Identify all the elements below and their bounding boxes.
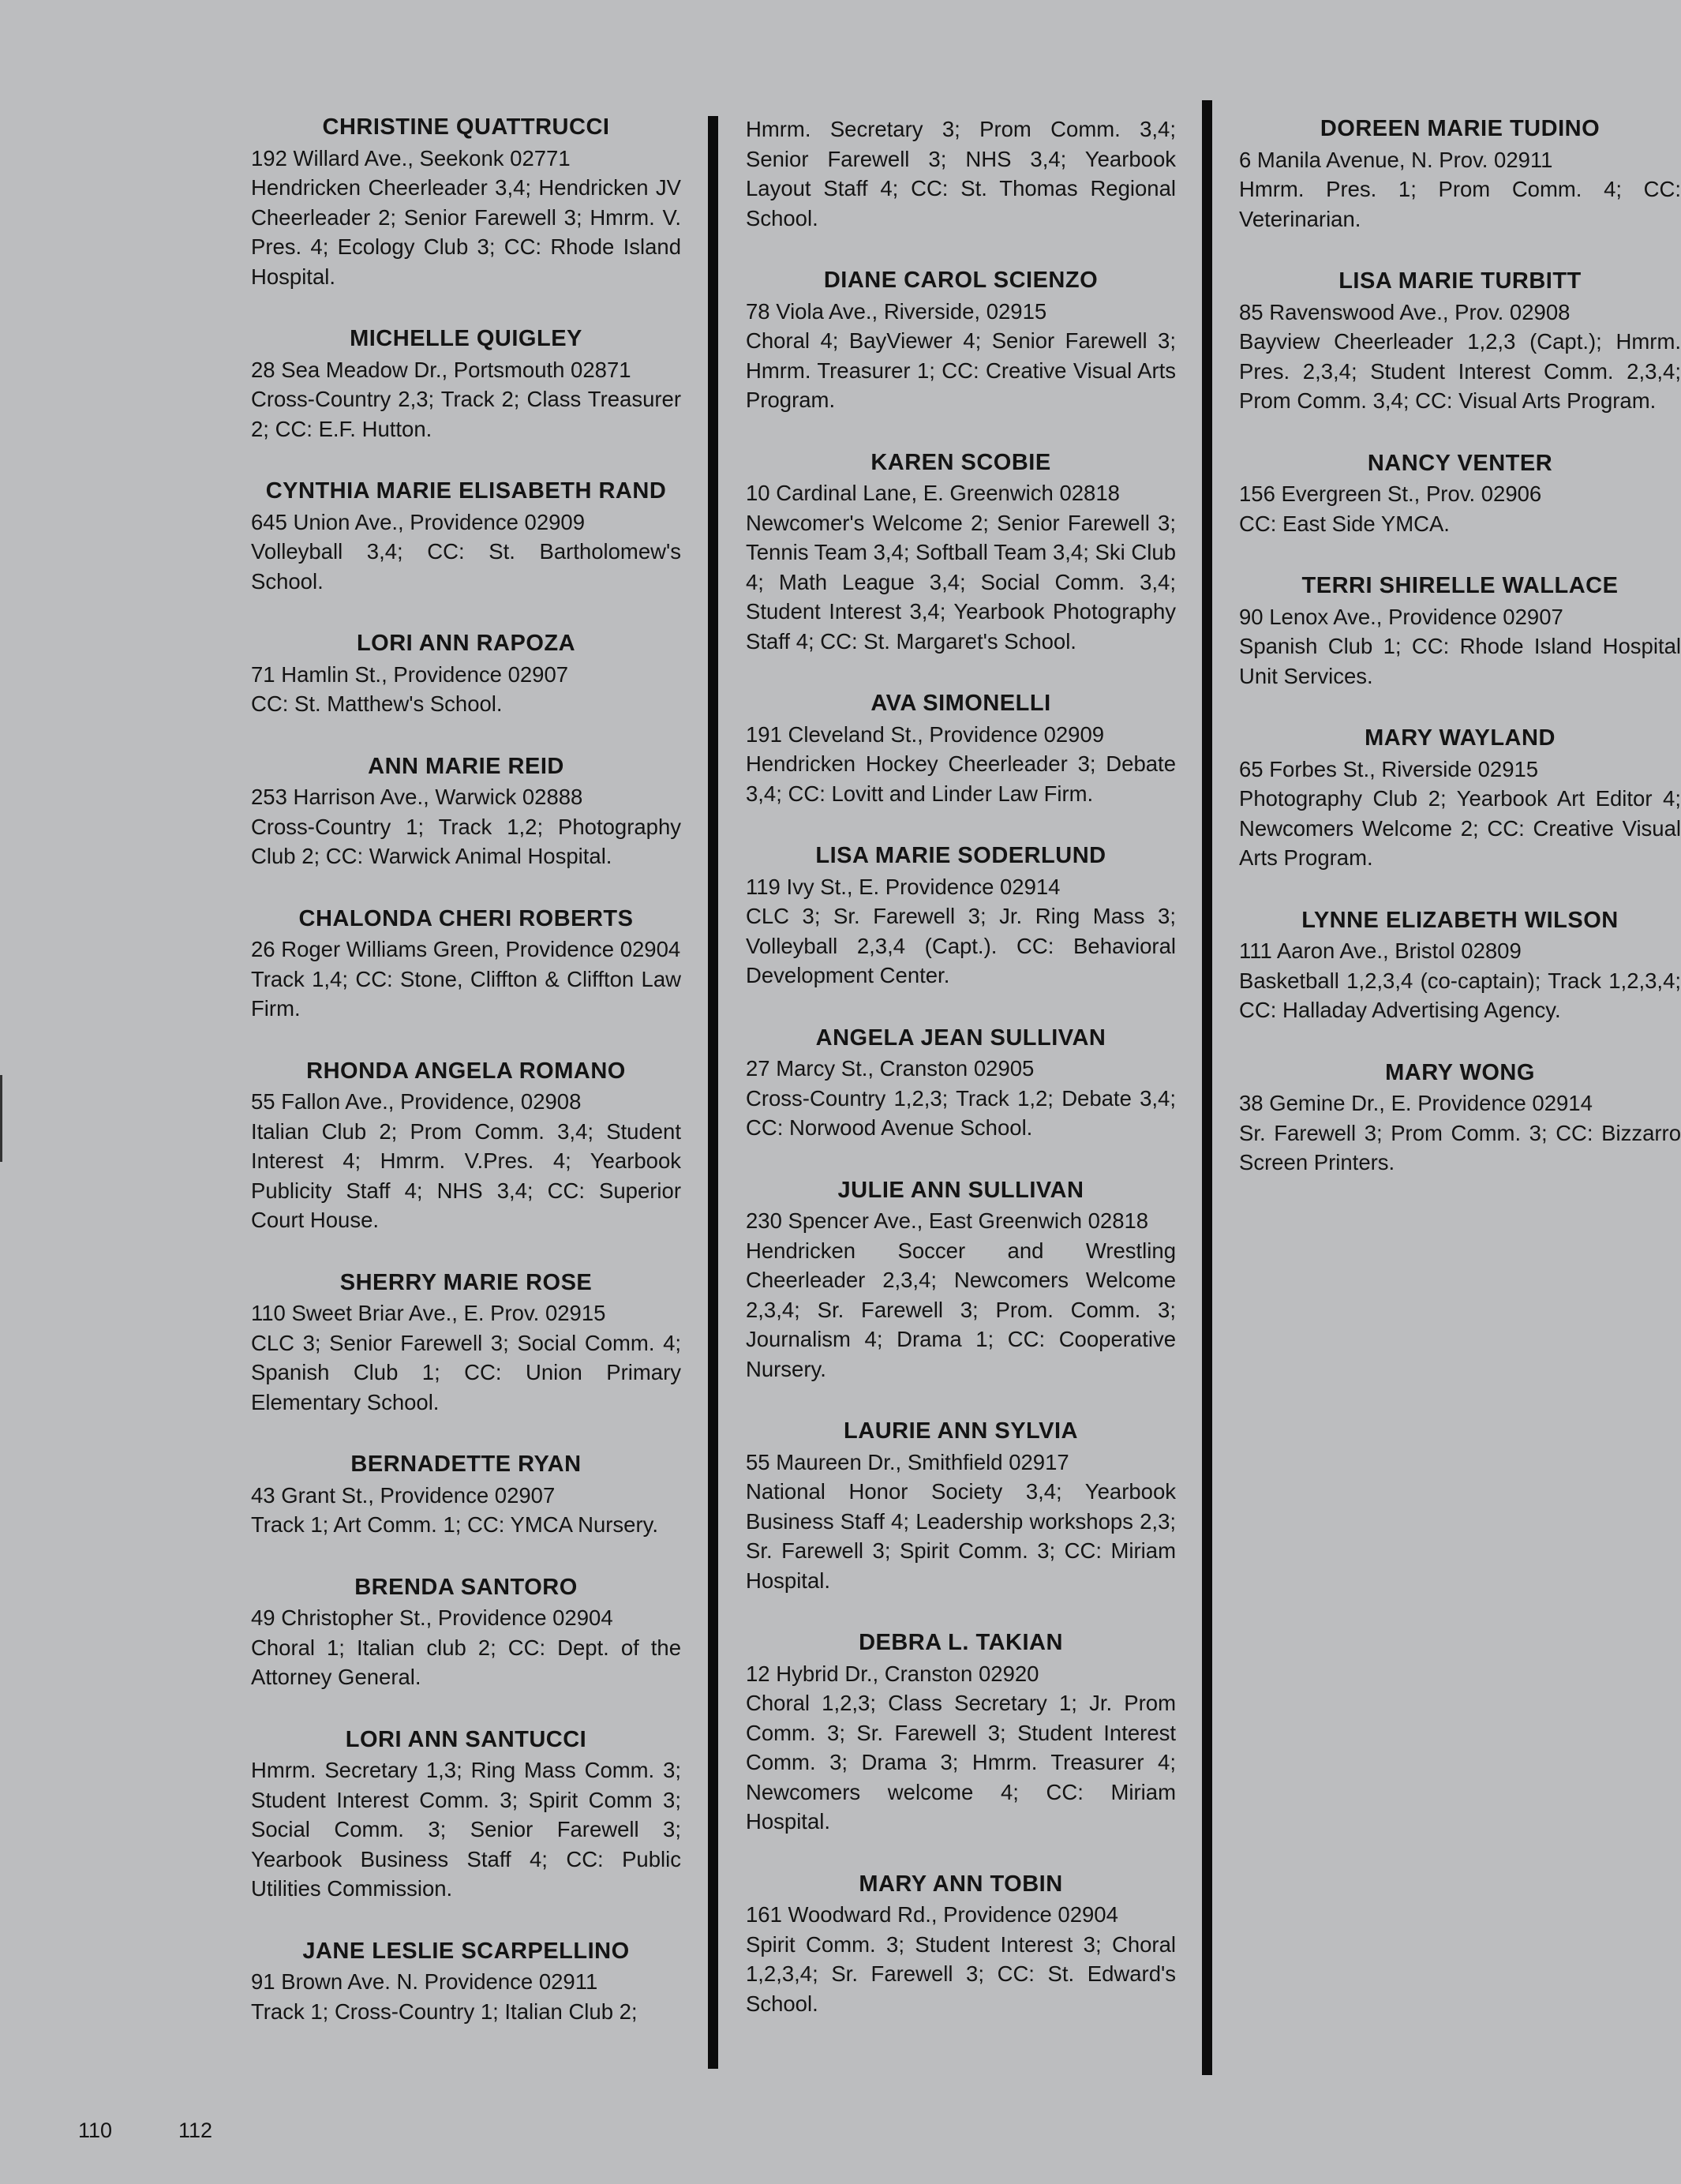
- student-name: AVA SIMONELLI: [870, 691, 1051, 716]
- student-entry: [746, 1870, 1176, 2019]
- student-entry: [251, 752, 681, 871]
- student-name: BERNADETTE RYAN: [350, 1452, 582, 1477]
- student-activities: Track 1; Cross-Country 1; Italian Club 2;: [251, 1999, 638, 2024]
- student-address: 26 Roger Williams Green, Providence 02904: [251, 937, 681, 961]
- student-activities: Newcomer's Welcome 2; Senior Farewell 3; Tennis Team 3,4; Softball Team 3,4; Ski Club 4; Math League 3,4; Social Comm. 3,4; Student Interest 3,4; Yearbook Photography Staff 4; CC: St. Margaret's School.: [746, 510, 1176, 654]
- student-activities: Track 1; Art Comm. 1; CC: YMCA Nursery.: [251, 1512, 658, 1537]
- student-activities: Italian Club 2; Prom Comm. 3,4; Student Interest 4; Hmrm. V.Pres. 4; Yearbook Publicity Staff 4; NHS 3,4; CC: Superior Court House.: [251, 1118, 681, 1232]
- student-address: 119 Ivy St., E. Providence 02914: [746, 874, 1061, 899]
- student-name: BRENDA SANTORO: [354, 1574, 578, 1600]
- column-divider-1: [708, 116, 718, 2069]
- student-address: 28 Sea Meadow Dr., Portsmouth 02871: [251, 357, 631, 382]
- student-activities: Track 1,4; CC: Stone, Cliffton & Cliffton Law Firm.: [251, 966, 681, 1021]
- student-name: MARY WONG: [1385, 1059, 1535, 1085]
- student-address: 91 Brown Ave. N. Providence 02911: [251, 1969, 598, 1994]
- column-divider-2: [1202, 100, 1212, 2075]
- student-name: DIANE CAROL SCIENZO: [823, 268, 1099, 293]
- column-3: [1239, 114, 1681, 1211]
- student-name: DEBRA L. TAKIAN: [859, 1630, 1063, 1655]
- student-activities: Hmrm. Secretary 1,3; Ring Mass Comm. 3; Student Interest Comm. 3; Spirit Comm 3; Social Comm. 3; Senior Farewell 3; Yearbook Business Staff 4; CC: Public Utilities Commission.: [251, 1758, 681, 1901]
- student-name: KAREN SCOBIE: [870, 449, 1051, 475]
- student-activities: Photography Club 2; Yearbook Art Editor 4; Newcomers Welcome 2; CC: Creative Visual Arts Program.: [1239, 786, 1681, 870]
- student-address: 43 Grant St., Providence 02907: [251, 1482, 556, 1508]
- student-name: MARY WAYLAND: [1365, 725, 1556, 751]
- student-entry: [1239, 906, 1681, 1025]
- student-entry: [1239, 114, 1681, 234]
- student-name: NANCY VENTER: [1367, 450, 1553, 476]
- student-activities: CLC 3; Sr. Farewell 3; Jr. Ring Mass 3; Volleyball 2,3,4 (Capt.). CC: Behavioral Development Center.: [746, 904, 1176, 987]
- student-entry: [1239, 724, 1681, 873]
- student-address: 55 Maureen Dr., Smithfield 02917: [746, 1449, 1069, 1474]
- student-entry: [251, 1725, 681, 1904]
- student-name: LORI ANN SANTUCCI: [345, 1726, 587, 1752]
- student-entry: [746, 1628, 1176, 1837]
- student-activities: Bayview Cheerleader 1,2,3 (Capt.); Hmrm. Pres. 2,3,4; Student Interest Comm. 2,3,4; Prom Comm. 3,4; CC: Visual Arts Program.: [1239, 329, 1681, 413]
- student-address: 71 Hamlin St., Providence 02907: [251, 661, 569, 687]
- student-entry: [251, 1450, 681, 1540]
- student-activities: Spanish Club 1; CC: Rhode Island Hospital Unit Services.: [1239, 634, 1681, 688]
- student-activities: Hmrm. Pres. 1; Prom Comm. 4; CC: Veterinarian.: [1239, 177, 1681, 231]
- student-activities: Volleyball 3,4; CC: St. Bartholomew's School.: [251, 539, 681, 594]
- student-entry: [746, 689, 1176, 808]
- student-name: LISA MARIE SODERLUND: [815, 843, 1106, 868]
- student-entry: [746, 841, 1176, 991]
- student-name: CHALONDA CHERI ROBERTS: [298, 905, 634, 931]
- student-address: 191 Cleveland St., Providence 02909: [746, 721, 1105, 747]
- student-entry: [251, 1268, 681, 1418]
- student-name: CHRISTINE QUATTRUCCI: [322, 114, 610, 140]
- student-address: 192 Willard Ave., Seekonk 02771: [251, 145, 571, 170]
- student-address: 110 Sweet Briar Ave., E. Prov. 02915: [251, 1301, 606, 1325]
- student-entry: [746, 1417, 1176, 1595]
- student-address: 253 Harrison Ave., Warwick 02888: [251, 785, 583, 809]
- student-entry: [1239, 267, 1681, 416]
- student-entry: [251, 113, 681, 291]
- student-activities: Basketball 1,2,3,4 (co-captain); Track 1,2,3,4; CC: Halladay Advertising Agency.: [1239, 968, 1681, 1022]
- student-name: MARY ANN TOBIN: [859, 1871, 1063, 1897]
- student-name: TERRI SHIRELLE WALLACE: [1301, 573, 1619, 598]
- student-entry: [251, 905, 681, 1024]
- student-address: 645 Union Ave., Providence 02909: [251, 509, 586, 534]
- page-number-left: 110: [78, 2118, 113, 2142]
- student-address: 38 Gemine Dr., E. Providence 02914: [1239, 1091, 1593, 1115]
- student-address: 85 Ravenswood Ave., Prov. 02908: [1239, 299, 1571, 324]
- student-name: RHONDA ANGELA ROMANO: [306, 1058, 626, 1084]
- student-entry: [251, 1937, 681, 2027]
- student-entry: [746, 1024, 1176, 1143]
- student-address: 55 Fallon Ave., Providence, 02908: [251, 1089, 582, 1114]
- student-activities: Choral 1; Italian club 2; CC: Dept. of the Attorney General.: [251, 1635, 681, 1689]
- student-activities: Spirit Comm. 3; Student Interest 3; Choral 1,2,3,4; Sr. Farewell 3; CC: St. Edward's School.: [746, 1931, 1176, 2016]
- student-name: LAURIE ANN SYLVIA: [844, 1418, 1078, 1444]
- student-name: ANN MARIE REID: [368, 753, 564, 779]
- column-1: [251, 113, 681, 2059]
- student-address: 27 Marcy St., Cranston 02905: [746, 1056, 1035, 1081]
- student-activities: National Honor Society 3,4; Yearbook Business Staff 4; Leadership workshops 2,3; Sr. Farewell 3; Spirit Comm. 3; CC: Miriam Hospital.: [746, 1479, 1176, 1593]
- student-entry: [1239, 1058, 1681, 1178]
- student-name: CYNTHIA MARIE ELISABETH RAND: [265, 478, 667, 504]
- student-activities: Hendricken Soccer and Wrestling Cheerleader 2,3,4; Newcomers Welcome 2,3,4; Sr. Farewell 3; Prom. Comm. 3; Journalism 4; Drama 1; CC: Cooperative Nursery.: [746, 1238, 1176, 1381]
- student-activities: Cross-Country 1,2,3; Track 1,2; Debate 3,4; CC: Norwood Avenue School.: [746, 1085, 1176, 1140]
- student-entry: [251, 324, 681, 444]
- student-activities: Sr. Farewell 3; Prom Comm. 3; CC: Bizzarro Screen Printers.: [1239, 1120, 1681, 1174]
- student-address: 6 Manila Avenue, N. Prov. 02911: [1239, 147, 1553, 172]
- student-address: 111 Aaron Ave., Bristol 02809: [1239, 938, 1522, 963]
- student-address: 12 Hybrid Dr., Cranston 02920: [746, 1661, 1039, 1686]
- page-number-right: 112: [178, 2118, 213, 2142]
- student-name: JULIE ANN SULLIVAN: [837, 1177, 1084, 1203]
- student-address: 161 Woodward Rd., Providence 02904: [746, 1902, 1118, 1927]
- student-activities: CLC 3; Senior Farewell 3; Social Comm. 4; Spanish Club 1; CC: Union Primary Elementary School.: [251, 1330, 681, 1414]
- student-entry: [251, 477, 681, 596]
- student-entry: [251, 629, 681, 719]
- student-activities: Cross-Country 1; Track 1,2; Photography Club 2; CC: Warwick Animal Hospital.: [251, 814, 681, 868]
- student-activities: Hendricken Cheerleader 3,4; Hendricken JV Cheerleader 2; Senior Farewell 3; Hmrm. V. Pres. 4; Ecology Club 3; CC: Rhode Island Hospital.: [251, 175, 681, 289]
- student-address: 156 Evergreen St., Prov. 02906: [1239, 481, 1542, 506]
- student-entry: [1239, 449, 1681, 539]
- student-entry: [746, 1176, 1176, 1384]
- student-name: ANGELA JEAN SULLIVAN: [815, 1025, 1106, 1051]
- student-name: MICHELLE QUIGLEY: [350, 326, 582, 351]
- student-address: 90 Lenox Ave., Providence 02907: [1239, 604, 1563, 629]
- student-activities: Hendricken Hockey Cheerleader 3; Debate 3,4; CC: Lovitt and Linder Law Firm.: [746, 751, 1176, 806]
- student-name: JANE LESLIE SCARPELLINO: [302, 1938, 630, 1964]
- student-address: 10 Cardinal Lane, E. Greenwich 02818: [746, 481, 1120, 505]
- student-activities: Cross-Country 2,3; Track 2; Class Treasurer 2; CC: E.F. Hutton.: [251, 387, 681, 441]
- student-address: 78 Viola Ave., Riverside, 02915: [746, 298, 1047, 324]
- student-entry: [251, 1057, 681, 1235]
- student-name: LORI ANN RAPOZA: [356, 631, 576, 656]
- column-2: [746, 114, 1176, 2051]
- student-address: 230 Spencer Ave., East Greenwich 02818: [746, 1208, 1149, 1233]
- student-entry: [1239, 571, 1681, 691]
- student-activities: Choral 4; BayViewer 4; Senior Farewell 3; Hmrm. Treasurer 1; CC: Creative Visual Arts Program.: [746, 328, 1176, 412]
- student-activities: CC: East Side YMCA.: [1239, 511, 1450, 536]
- student-name: DOREEN MARIE TUDINO: [1320, 116, 1601, 141]
- edge-mark: [0, 1075, 2, 1162]
- student-name: LISA MARIE TURBITT: [1338, 268, 1582, 294]
- student-entry: [746, 448, 1176, 657]
- student-entry: [251, 1573, 681, 1692]
- student-address: 49 Christopher St., Providence 02904: [251, 1605, 613, 1630]
- student-name: SHERRY MARIE ROSE: [339, 1269, 593, 1295]
- student-name: LYNNE ELIZABETH WILSON: [1301, 907, 1619, 933]
- student-entry: [746, 266, 1176, 415]
- student-activities: Choral 1,2,3; Class Secretary 1; Jr. Prom Comm. 3; Sr. Farewell 3; Student Interest Comm. 3; Drama 3; Hmrm. Treasurer 4; Newcomers welcome 4; CC: Miriam Hospital.: [746, 1691, 1176, 1834]
- student-address: 65 Forbes St., Riverside 02915: [1239, 756, 1539, 781]
- student-activities: CC: St. Matthew's School.: [251, 691, 503, 716]
- continued-activities: Hmrm. Secretary 3; Prom Comm. 3,4; Senior Farewell 3; NHS 3,4; Yearbook Layout Staff 4; CC: St. Thomas Regional School.: [746, 117, 1176, 230]
